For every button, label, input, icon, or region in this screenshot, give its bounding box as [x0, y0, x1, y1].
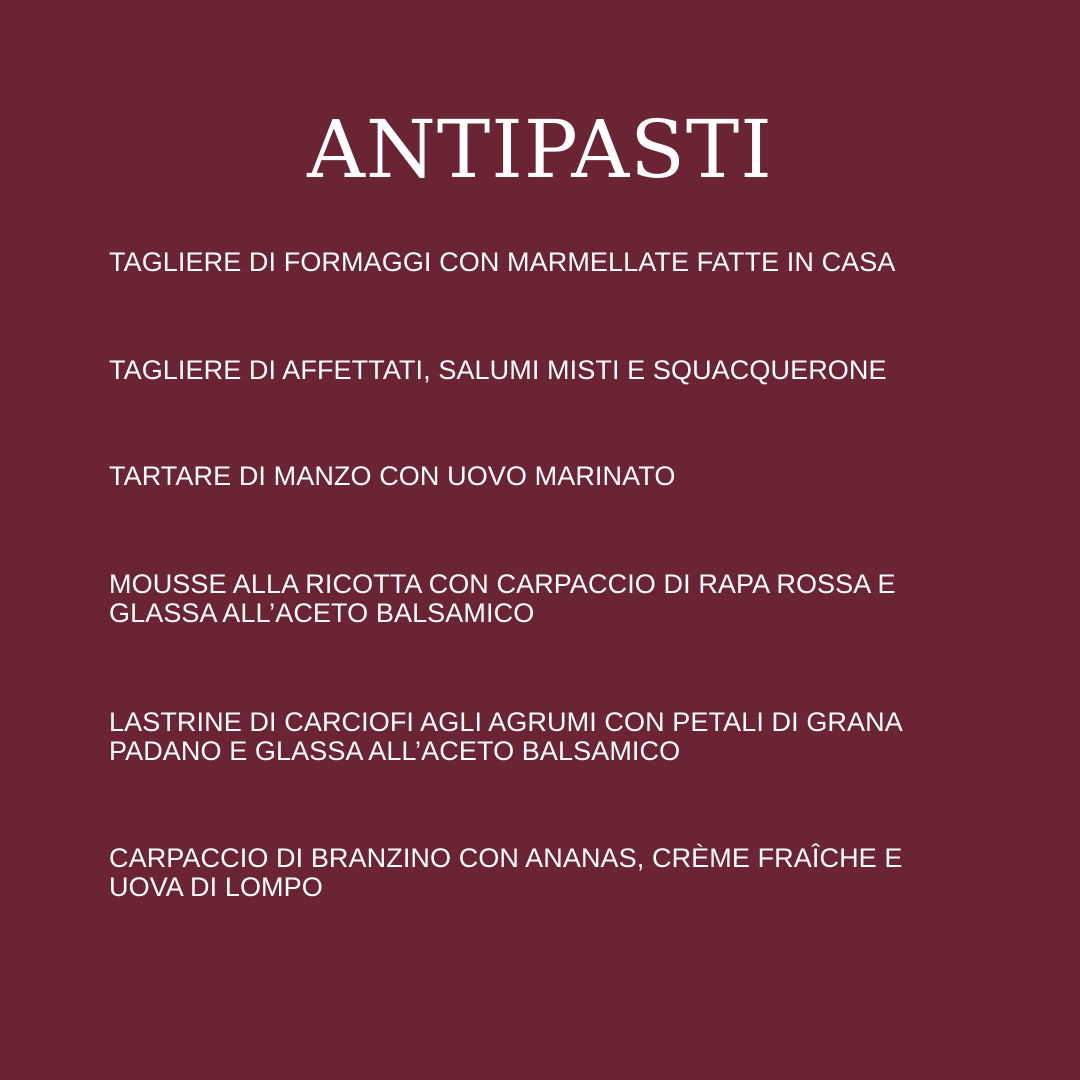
list-item: TAGLIERE DI FORMAGGI CON MARMELLATE FATTE IN CASA	[109, 247, 896, 277]
page-title: ANTIPASTI	[307, 103, 773, 196]
list-item: LASTRINE DI CARCIOFI AGLI AGRUMI CON PETALI DI GRANA PADANO E GLASSA ALL’ACETO BALSAMICO	[109, 707, 902, 766]
list-item: TARTARE DI MANZO CON UOVO MARINATO	[109, 461, 676, 491]
list-item: CARPACCIO DI BRANZINO CON ANANAS, CRÈME FRAÎCHE E UOVA DI LOMPO	[109, 843, 903, 902]
list-item: TAGLIERE DI AFFETTATI, SALUMI MISTI E SQUACQUERONE	[109, 355, 887, 385]
list-item: MOUSSE ALLA RICOTTA CON CARPACCIO DI RAPA ROSSA E GLASSA ALL’ACETO BALSAMICO	[109, 569, 896, 628]
